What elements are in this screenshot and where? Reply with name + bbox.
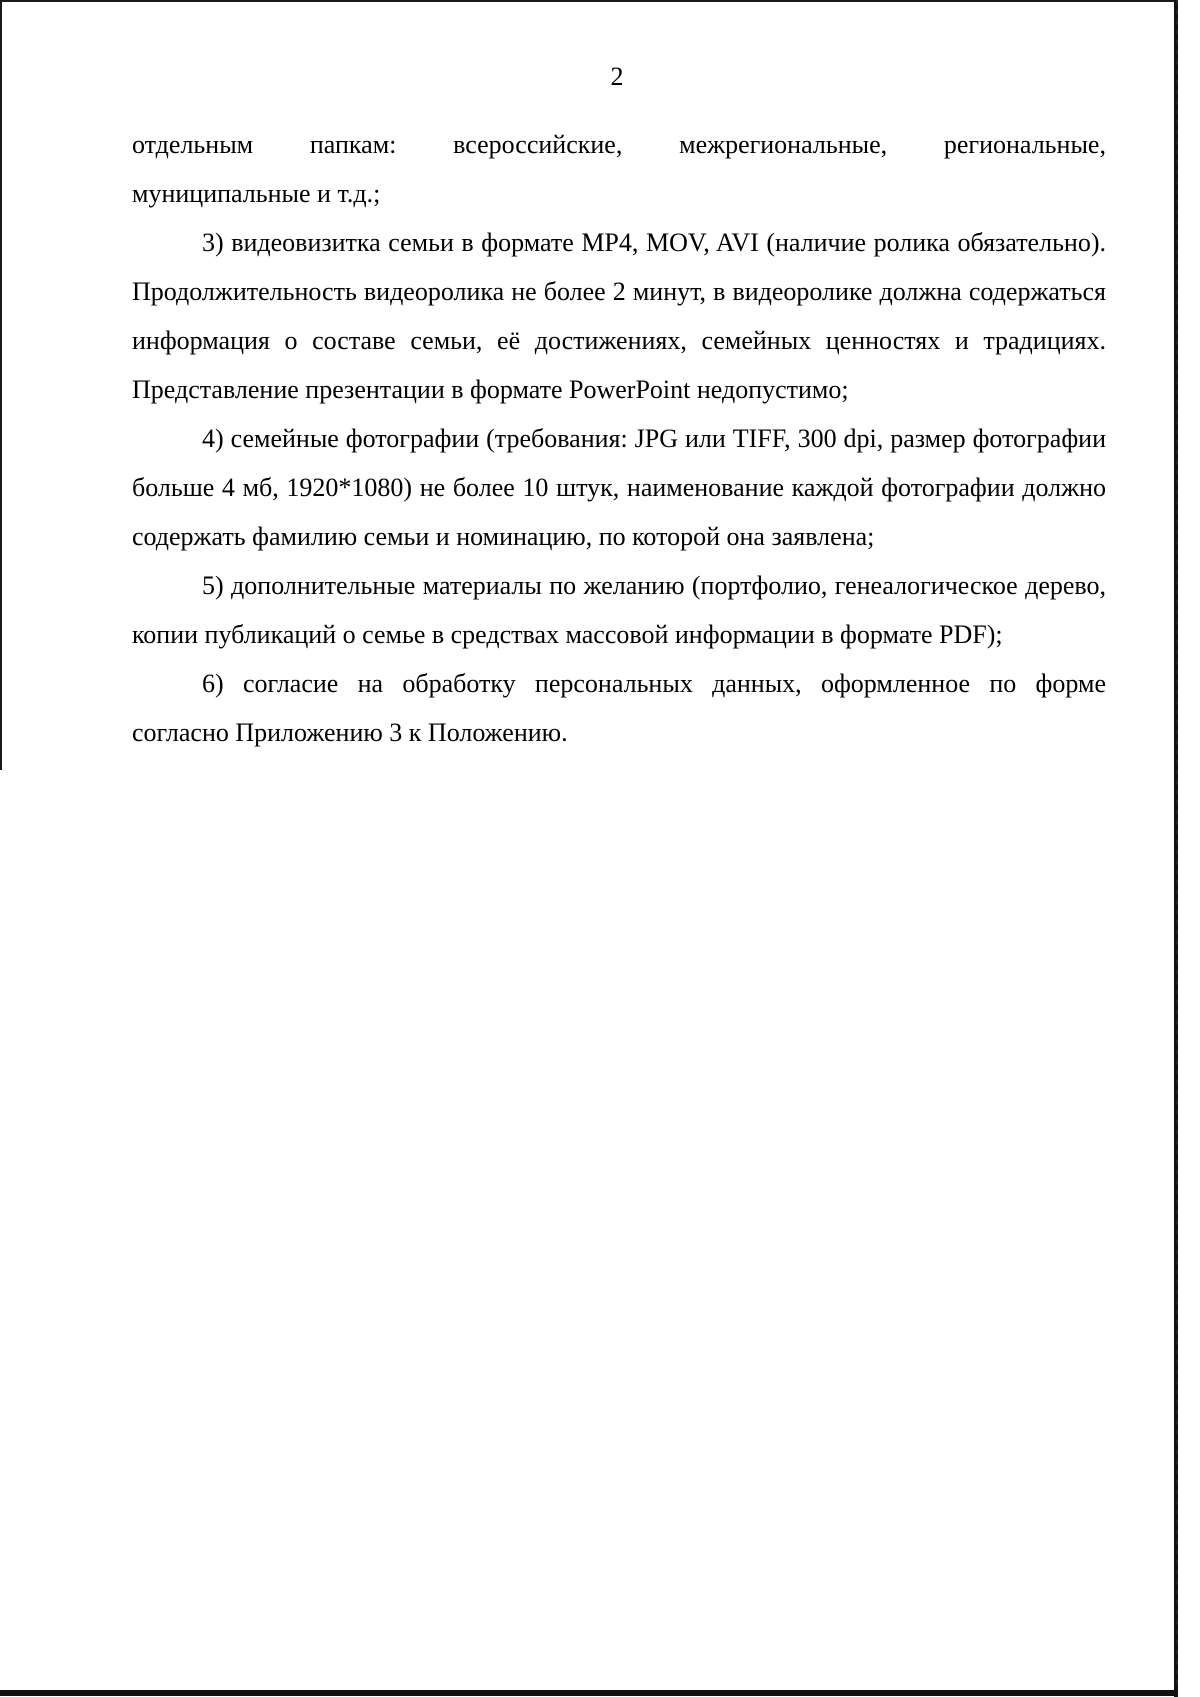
list-item-5: 5) дополнительные материалы по желанию (портфолио, генеалогическое дерево, копии публикаций о семье в средствах массовой информации в формате PDF); (132, 571, 1106, 649)
first-line-word: всероссийские, (453, 130, 623, 159)
first-line-word: отдельным (132, 130, 254, 159)
first-line-word: папкам: (309, 130, 397, 159)
scan-edge-bottom (0, 1690, 1178, 1696)
list-item-4: 4) семейные фотографии (требования: JPG или TIFF, 300 dpi, размер фотографии больше 4 мб, 1920*1080) не более 10 штук, наименование каждой фотографии должно содержать фамилию семьи и номинацию, по которой она заявлена; (132, 424, 1106, 551)
list-item-3: 3) видеовизитка семьи в формате MP4, MOV, AVI (наличие ролика обязательно). Продолжительность видеоролика не более 2 минут, в видеоролике должна содержаться информация о составе семьи, её достижениях, семейных ценностях и традициях. Представление презентации в формате PowerPoint недопустимо; (132, 228, 1106, 404)
scan-edge-left (0, 0, 2, 770)
scan-edge-right-dash (1176, 0, 1178, 1697)
paragraph-continuation: муниципальные и т.д.; (132, 179, 381, 208)
first-line-word: региональные, (943, 130, 1106, 159)
document-body (132, 120, 1106, 757)
list-item-6: 6) согласие на обработку персональных данных, оформленное по форме согласно Приложению 3 к Положению. (132, 669, 1106, 747)
scan-edge-top (0, 0, 1178, 2)
first-line-word: межрегиональные, (679, 130, 888, 159)
first-line (132, 120, 1106, 169)
page-number: 2 (610, 62, 624, 91)
